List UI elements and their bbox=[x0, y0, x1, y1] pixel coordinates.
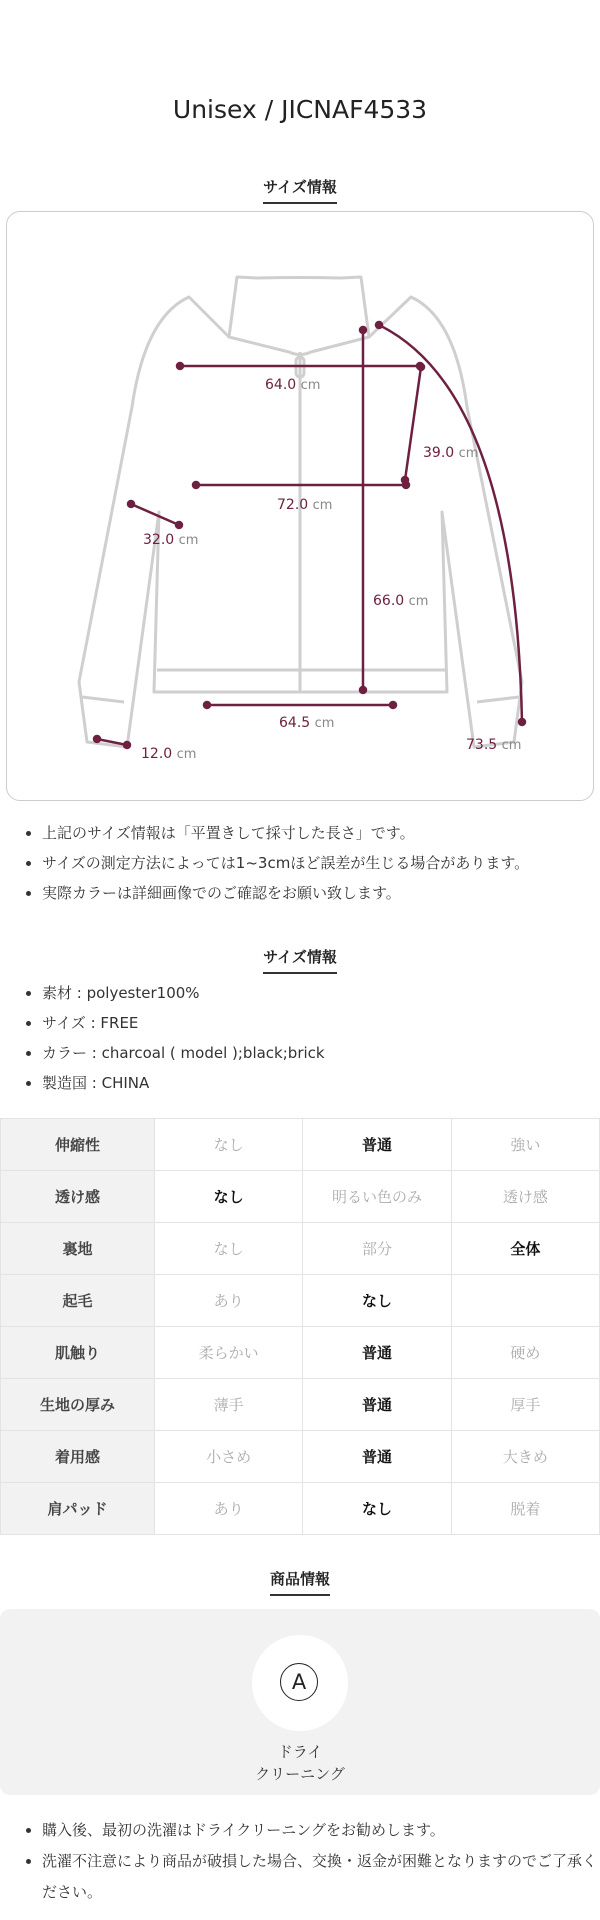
attribute-option: 脱着 bbox=[451, 1483, 599, 1535]
spec-material: • 素材 : polyester100% bbox=[42, 978, 600, 1008]
attribute-option: 全体 bbox=[451, 1223, 599, 1275]
care-notes-list bbox=[20, 1815, 600, 1908]
list-item: • 洗濯不注意により商品が破損した場合、交換・返金が困難となりますのでご了承ください。 bbox=[42, 1846, 600, 1908]
table-row bbox=[1, 1223, 600, 1275]
spec-heading: サイズ情報 bbox=[0, 946, 600, 974]
hem-measure: 64.5 cm bbox=[279, 715, 335, 731]
armhole-measure: 32.0 cm bbox=[143, 532, 199, 548]
attribute-option: 強い bbox=[451, 1119, 599, 1171]
attribute-option: 普通 bbox=[303, 1379, 451, 1431]
size-notes-list bbox=[20, 818, 600, 908]
attribute-option: 普通 bbox=[303, 1119, 451, 1171]
attribute-option bbox=[451, 1275, 599, 1327]
attribute-label: 生地の厚み bbox=[1, 1379, 155, 1431]
table-row bbox=[1, 1327, 600, 1379]
table-row bbox=[1, 1379, 600, 1431]
length-measure: 66.0 cm bbox=[373, 593, 429, 609]
attribute-option: あり bbox=[155, 1275, 303, 1327]
attribute-option: 部分 bbox=[303, 1223, 451, 1275]
product-title: Unisex / JICNAF4533 bbox=[172, 95, 428, 124]
spec-origin: • 製造国 : CHINA bbox=[42, 1068, 600, 1098]
cuff-measure: 12.0 cm bbox=[141, 746, 197, 762]
product-info-heading: 商品情報 bbox=[0, 1568, 600, 1596]
attribute-label: 伸縮性 bbox=[1, 1119, 155, 1171]
attribute-option: 透け感 bbox=[451, 1171, 599, 1223]
spec-list bbox=[20, 978, 600, 1098]
attribute-option: 普通 bbox=[303, 1327, 451, 1379]
list-item: • サイズの測定方法によっては1~3cmほど誤差が生じる場合があります。 bbox=[42, 848, 600, 878]
dry-clean-icon: A bbox=[252, 1635, 348, 1731]
attribute-option: 普通 bbox=[303, 1431, 451, 1483]
attribute-option: 柔らかい bbox=[155, 1327, 303, 1379]
size-info-heading: サイズ情報 bbox=[0, 176, 600, 204]
table-row bbox=[1, 1431, 600, 1483]
attribute-option: なし bbox=[155, 1171, 303, 1223]
attribute-label: 裏地 bbox=[1, 1223, 155, 1275]
table-row bbox=[1, 1483, 600, 1535]
attribute-option: なし bbox=[303, 1483, 451, 1535]
chest-measure: 72.0 cm bbox=[277, 497, 333, 513]
attribute-option: 小さめ bbox=[155, 1431, 303, 1483]
list-item: • 実際カラーは詳細画像でのご確認をお願い致します。 bbox=[42, 878, 600, 908]
spec-color: • カラー : charcoal ( model );black;brick bbox=[42, 1038, 600, 1068]
attribute-option: なし bbox=[155, 1119, 303, 1171]
attribute-label: 着用感 bbox=[1, 1431, 155, 1483]
table-row bbox=[1, 1275, 600, 1327]
sleeve-total-measure: 73.5 cm bbox=[466, 737, 522, 753]
attribute-option: 硬め bbox=[451, 1327, 599, 1379]
sleeve-measure: 39.0 cm bbox=[423, 445, 479, 461]
jacket-outline-icon bbox=[7, 212, 595, 802]
size-diagram bbox=[6, 211, 594, 801]
care-panel bbox=[0, 1609, 600, 1795]
attribute-option: 厚手 bbox=[451, 1379, 599, 1431]
attribute-option: なし bbox=[303, 1275, 451, 1327]
attribute-label: 肌触り bbox=[1, 1327, 155, 1379]
table-row bbox=[1, 1171, 600, 1223]
spec-size: • サイズ : FREE bbox=[42, 1008, 600, 1038]
table-row bbox=[1, 1119, 600, 1171]
attribute-label: 肩パッド bbox=[1, 1483, 155, 1535]
attribute-table bbox=[0, 1118, 600, 1535]
list-item: • 上記のサイズ情報は「平置きして採寸した長さ」です。 bbox=[42, 818, 600, 848]
care-label: ドライ クリーニング bbox=[255, 1743, 345, 1783]
attribute-option: 薄手 bbox=[155, 1379, 303, 1431]
attribute-option: 明るい色のみ bbox=[303, 1171, 451, 1223]
list-item: • 購入後、最初の洗濯はドライクリーニングをお勧めします。 bbox=[42, 1815, 600, 1846]
attribute-option: なし bbox=[155, 1223, 303, 1275]
attribute-label: 起毛 bbox=[1, 1275, 155, 1327]
attribute-option: 大きめ bbox=[451, 1431, 599, 1483]
attribute-option: あり bbox=[155, 1483, 303, 1535]
shoulder-measure: 64.0 cm bbox=[265, 377, 321, 393]
attribute-label: 透け感 bbox=[1, 1171, 155, 1223]
